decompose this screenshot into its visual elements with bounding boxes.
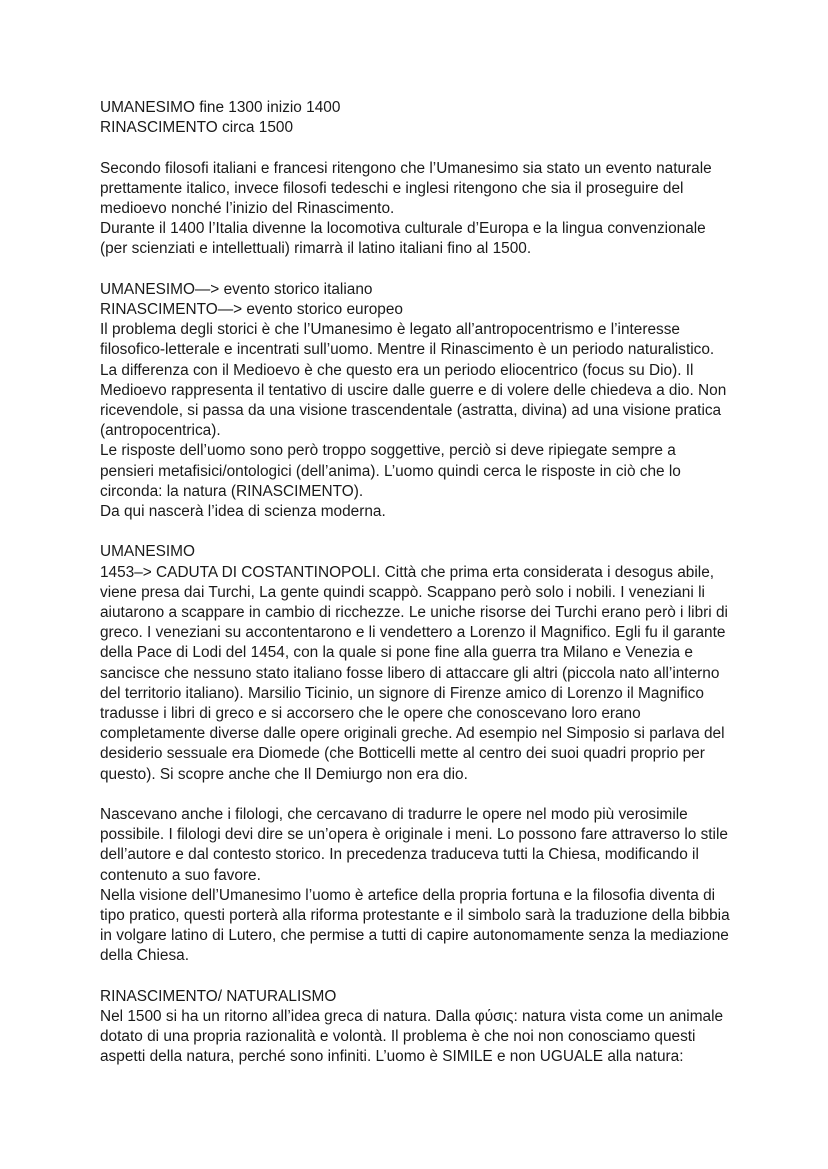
filologi-paragraph <box>100 805 740 967</box>
text-line: Da qui nascerà l’idea di scienza moderna. <box>100 503 386 521</box>
paragraph-gap <box>100 260 740 280</box>
text-line: Nel 1500 si ha un ritorno all’idea greca di natura. Dalla φύσις: natura vista come un animale <box>100 1008 724 1026</box>
text-line: Le risposte dell’uomo sono però troppo soggettive, perciò si deve ripiegate sempre a <box>100 442 676 460</box>
text-line: tipo pratico, questi porterà alla riforma protestante e il simbolo sarà la traduzione della bibbia <box>100 907 730 925</box>
text-line: La differenza con il Medioevo è che questo era un periodo eliocentrico (focus su Dio). Il <box>100 361 694 379</box>
document-page <box>100 98 740 1068</box>
text-line: RINASCIMENTO circa 1500 <box>100 119 294 137</box>
text-line: aiutarono a scappare in cambio di ricchezze. Le uniche risorse dei Turchi erano però i libri di <box>100 604 728 622</box>
section-heading: RINASCIMENTO/ NATURALISMO <box>100 987 337 1005</box>
text-line: greco. I veneziani su accontentarono e li vendettero a Lorenzo il Magnifico. Egli fu il garante <box>100 624 726 642</box>
text-line: Medioevo rappresenta il tentativo di uscire dalle guerre e di volere delle chiedeva a dio. Non <box>100 381 727 399</box>
text-line: desiderio sessuale era Diomede (che Botticelli mette al centro dei suoi quadri proprio per <box>100 745 705 763</box>
text-line: tradusse i libri di greco e si accorsero che le opere che conoscevano loro erano <box>100 705 641 723</box>
comparison-paragraph <box>100 280 740 522</box>
text-line: aspetti della natura, perché sono infiniti. L’uomo è SIMILE e non UGUALE alla natura: <box>100 1048 684 1066</box>
rinascimento-section <box>100 987 740 1068</box>
text-line: Nella visione dell’Umanesimo l’uomo è artefice della propria fortuna e la filosofia diventa di <box>100 886 716 904</box>
umanesimo-section <box>100 542 740 784</box>
text-line: viene presa dai Turchi, La gente quindi scappò. Scappano però solo i nobili. I veneziani li <box>100 583 705 601</box>
text-line: UMANESIMO—> evento storico italiano <box>100 280 373 298</box>
paragraph-gap <box>100 785 740 805</box>
text-line: possibile. I filologi devi dire se un’opera è originale i meni. Lo possono fare attraverso lo stile <box>100 826 728 844</box>
text-line: della Chiesa. <box>100 947 189 965</box>
text-line: del territorio italiano). Marsilio Ticinio, un signore di Firenze amico di Lorenzo il Magnifico <box>100 684 704 702</box>
dates-block <box>100 98 740 138</box>
intro-paragraph <box>100 159 740 260</box>
paragraph-gap <box>100 967 740 987</box>
text-line: pensieri metafisici/ontologici (dell’anima). L’uomo quindi cerca le risposte in ciò che lo <box>100 462 681 480</box>
text-line: Durante il 1400 l’Italia divenne la locomotiva culturale d’Europa e la lingua convenzionale <box>100 220 706 238</box>
text-line: prettamente italico, invece filosofi tedeschi e inglesi ritengono che sia il proseguire del <box>100 179 684 197</box>
paragraph-gap <box>100 138 740 158</box>
text-line: dotato di una propria razionalità e volontà. Il problema è che noi non conosciamo questi <box>100 1028 696 1046</box>
text-line: ricevendole, si passa da una visione trascendentale (astratta, divina) ad una visione pratica <box>100 402 722 420</box>
text-line: questo). Si scopre anche che Il Demiurgo non era dio. <box>100 765 468 783</box>
text-line: circonda: la natura (RINASCIMENTO). <box>100 482 364 500</box>
text-line: completamente diverse dalle opere originali greche. Ad esempio nel Simposio si parlava del <box>100 725 725 743</box>
text-line: (antropocentrica). <box>100 422 221 440</box>
text-line: 1453–> CADUTA DI COSTANTINOPOLI. Città che prima erta considerata i desogus abile, <box>100 563 715 581</box>
text-line: sancisce che nessuno stato italiano fosse libero di attaccare gli altri (piccola nato all’interno <box>100 664 720 682</box>
paragraph-gap <box>100 522 740 542</box>
text-line: (per scienziati e intellettuali) rimarrà il latino italiani fino al 1500. <box>100 240 532 258</box>
section-heading: UMANESIMO <box>100 543 195 561</box>
text-line: Nascevano anche i filologi, che cercavano di tradurre le opere nel modo più verosimile <box>100 806 688 824</box>
text-line: in volgare latino di Lutero, che permise a tutti di capire autonomamente senza la mediazione <box>100 927 729 945</box>
text-line: dell’autore e dal contesto storico. In precedenza traduceva tutti la Chiesa, modificando il <box>100 846 699 864</box>
text-line: Il problema degli storici è che l’Umanesimo è legato all’antropocentrismo e l’interesse <box>100 321 680 339</box>
text-line: medioevo nonché l’inizio del Rinascimento. <box>100 200 395 217</box>
text-line: RINASCIMENTO—> evento storico europeo <box>100 301 403 318</box>
text-line: della Pace di Lodi del 1454, con la quale si pone fine alla guerra tra Milano e Venezia e <box>100 644 693 662</box>
text-line: Secondo filosofi italiani e francesi ritengono che l’Umanesimo sia stato un evento naturale <box>100 159 712 177</box>
text-line: UMANESIMO fine 1300 inizio 1400 <box>100 99 341 116</box>
text-line: contenuto a suo favore. <box>100 866 261 884</box>
text-line: filosofico-letterale e incentrati sull’uomo. Mentre il Rinascimento è un periodo naturalistico. <box>100 341 715 359</box>
